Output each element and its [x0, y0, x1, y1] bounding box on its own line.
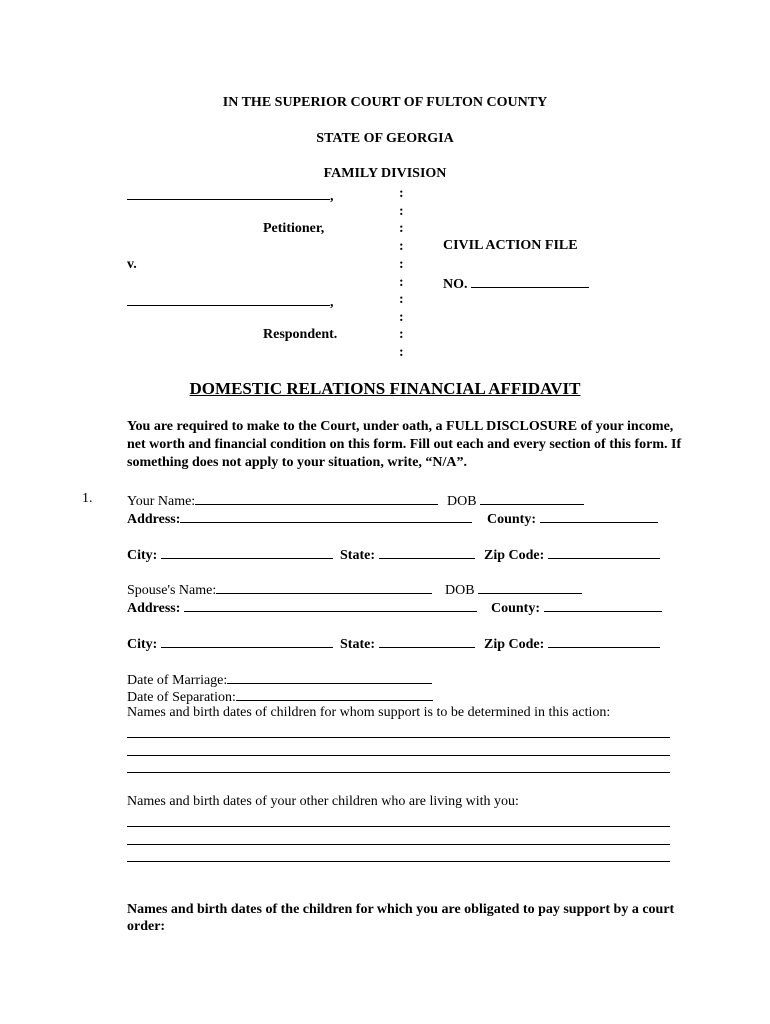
your-name-field[interactable]: Your Name:	[127, 491, 438, 510]
colon: :	[399, 257, 404, 272]
colon: :	[399, 310, 404, 325]
spouse-address-field[interactable]: Address:	[127, 598, 477, 617]
other-children-line[interactable]	[127, 826, 670, 827]
form-title: DOMESTIC RELATIONS FINANCIAL AFFIDAVIT	[189, 379, 581, 398]
spouse-name-field[interactable]: Spouse's Name:	[127, 580, 432, 599]
your-address-field[interactable]: Address:	[127, 509, 472, 528]
colon: :	[399, 292, 404, 307]
colon: :	[399, 327, 404, 342]
respondent-name-field[interactable]: ,	[127, 292, 334, 311]
court-name: IN THE SUPERIOR COURT OF FULTON COUNTY	[222, 95, 548, 110]
children-support-line[interactable]	[127, 737, 670, 738]
section-number: 1.	[82, 491, 93, 506]
date-of-marriage-field[interactable]: Date of Marriage:	[127, 670, 432, 689]
versus-label: v.	[127, 257, 137, 272]
petitioner-label: Petitioner,	[263, 221, 325, 236]
colon: :	[399, 186, 404, 201]
case-number-field[interactable]: NO.	[443, 274, 589, 293]
colon: :	[399, 345, 404, 360]
spouse-dob-field[interactable]: DOB	[445, 580, 582, 599]
your-county-field[interactable]: County:	[487, 509, 658, 528]
other-children-line[interactable]	[127, 844, 670, 845]
respondent-label: Respondent.	[263, 327, 338, 342]
colon: :	[399, 221, 404, 236]
other-children-label: Names and birth dates of your other children who are living with you:	[127, 794, 519, 809]
spouse-county-field[interactable]: County:	[491, 598, 662, 617]
colon: :	[399, 275, 404, 290]
instructions-paragraph: You are required to make to the Court, under oath, a FULL DISCLOSURE of your income, net worth and financial condition on this form. Fill out each and every section of this form. If something does not apply to your situation, write, “N/A”.	[127, 419, 682, 470]
colon: :	[399, 239, 404, 254]
civil-action-file-label: CIVIL ACTION FILE	[443, 238, 578, 253]
children-support-line[interactable]	[127, 755, 670, 756]
your-state-field[interactable]: State:	[340, 545, 475, 564]
your-city-field[interactable]: City:	[127, 545, 333, 564]
division-name: FAMILY DIVISION	[323, 166, 447, 181]
date-of-separation-field[interactable]: Date of Separation:	[127, 687, 433, 706]
children-support-line[interactable]	[127, 772, 670, 773]
spouse-zip-field[interactable]: Zip Code:	[484, 634, 660, 653]
other-children-line[interactable]	[127, 861, 670, 862]
colon: :	[399, 204, 404, 219]
spouse-city-field[interactable]: City:	[127, 634, 333, 653]
petitioner-name-field[interactable]: ,	[127, 186, 334, 205]
your-zip-field[interactable]: Zip Code:	[484, 545, 660, 564]
state-name: STATE OF GEORGIA	[316, 131, 454, 146]
children-support-label: Names and birth dates of children for whom support is to be determined in this action:	[127, 705, 611, 720]
obligated-children-label: Names and birth dates of the children for which you are obligated to pay support by a court order:	[127, 902, 675, 934]
spouse-state-field[interactable]: State:	[340, 634, 475, 653]
your-dob-field[interactable]: DOB	[447, 491, 584, 510]
